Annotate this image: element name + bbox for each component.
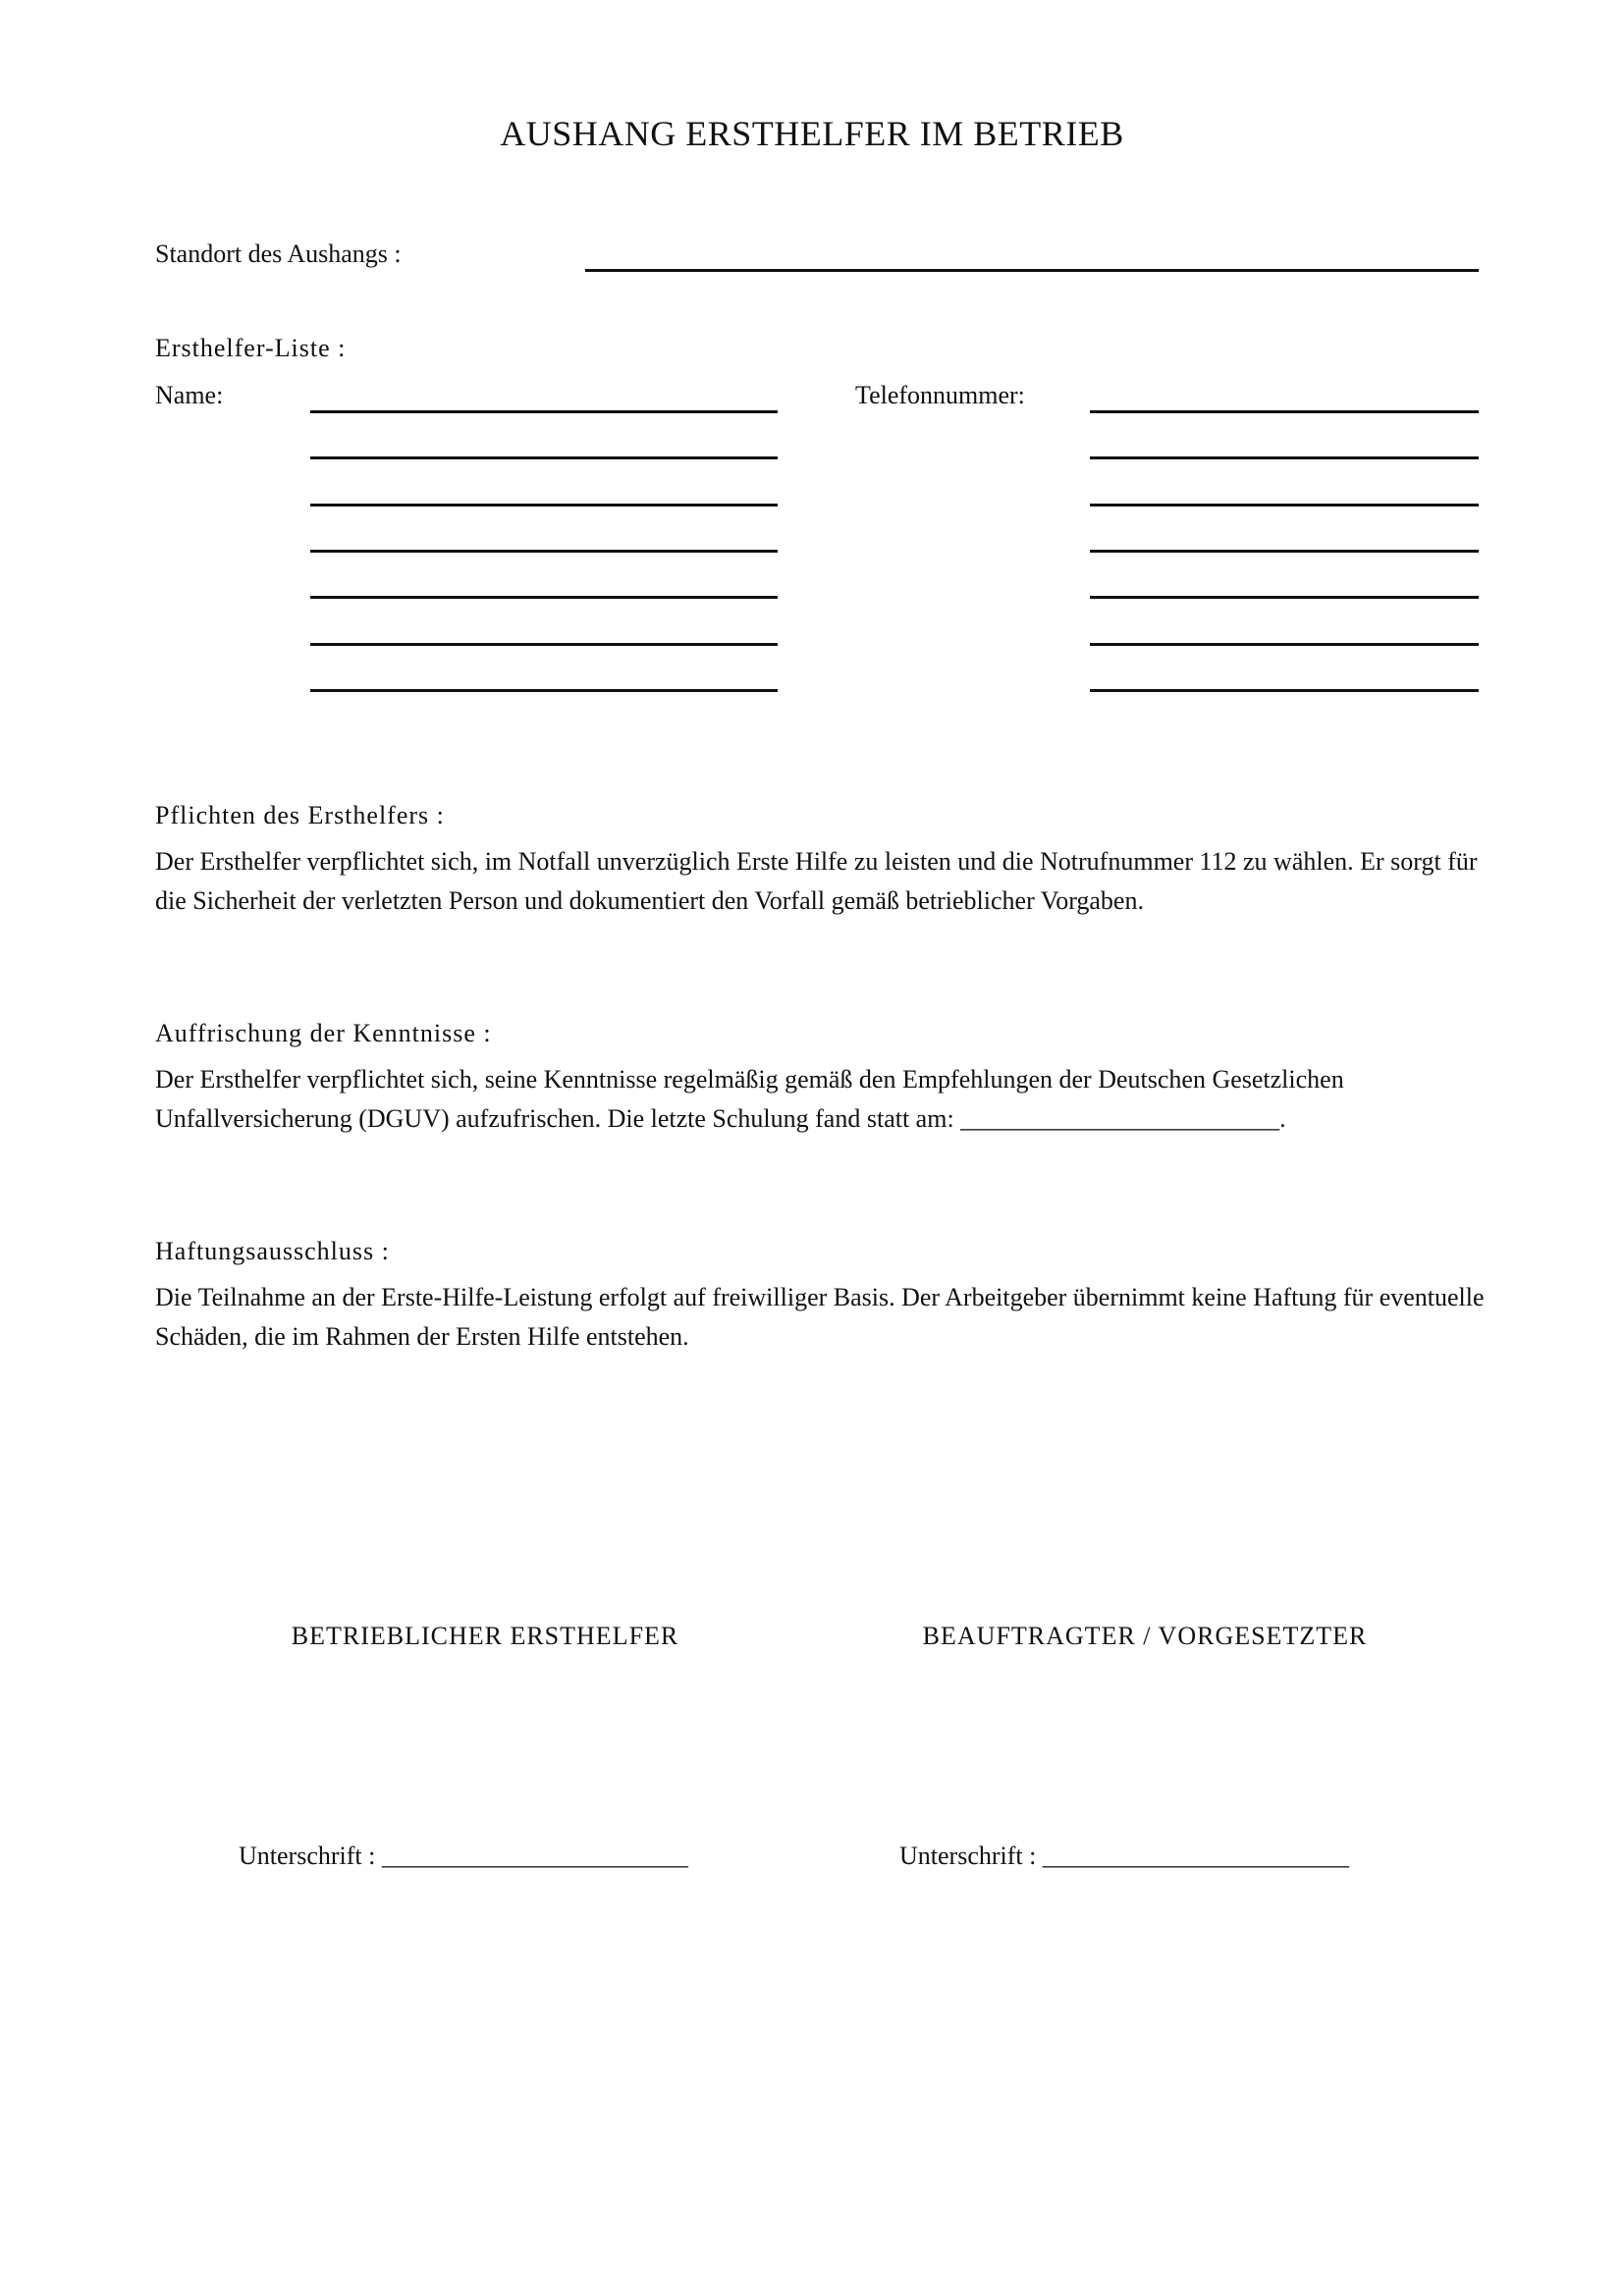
duties-heading: Pflichten des Ersthelfers :	[155, 801, 445, 829]
phone-field[interactable]	[1090, 643, 1479, 646]
name-field[interactable]	[310, 596, 778, 599]
location-field[interactable]	[585, 269, 1479, 272]
duties-text: Der Ersthelfer verpflichtet sich, im Notfall unverzüglich Erste Hilfe zu leisten und die Notrufnummer 112 zu wählen. Er sorgt für die Sicherheit der verletzten Person und dokumentiert den Vorfall gemäß betrieblicher Vorgaben.	[155, 847, 1478, 915]
phone-field[interactable]	[1090, 504, 1479, 507]
refresh-text: Der Ersthelfer verpflichtet sich, seine Kenntnisse regelmäßig gemäß den Empfehlungen der Deutschen Gesetzlichen Unfallversicherung (DGUV) aufzufrischen. Die letzte Schulung fand statt am: _________________________.	[155, 1065, 1344, 1133]
location-label: Standort des Aushangs :	[155, 240, 402, 268]
name-field[interactable]	[310, 410, 778, 413]
liability-heading: Haftungsausschluss :	[155, 1237, 390, 1265]
name-field[interactable]	[310, 643, 778, 646]
signature-left-heading: BETRIEBLICHER ERSTHELFER	[291, 1622, 679, 1650]
signature-left-field[interactable]: Unterschrift : ________________________	[239, 1842, 688, 1870]
name-label: Name:	[155, 381, 224, 409]
name-field[interactable]	[310, 504, 778, 507]
phone-field[interactable]	[1090, 550, 1479, 553]
phone-label: Telefonnummer:	[855, 381, 1025, 409]
name-field[interactable]	[310, 550, 778, 553]
page-title: AUSHANG ERSTHELFER IM BETRIEB	[500, 114, 1124, 153]
refresh-heading: Auffrischung der Kenntnisse :	[155, 1019, 492, 1047]
phone-field[interactable]	[1090, 410, 1479, 413]
phone-field[interactable]	[1090, 596, 1479, 599]
phone-field[interactable]	[1090, 689, 1479, 692]
signature-right-field[interactable]: Unterschrift : ________________________	[899, 1842, 1349, 1870]
phone-field[interactable]	[1090, 456, 1479, 459]
name-field[interactable]	[310, 456, 778, 459]
first-aider-list-label: Ersthelfer-Liste :	[155, 334, 347, 362]
liability-text: Die Teilnahme an der Erste-Hilfe-Leistung erfolgt auf freiwilliger Basis. Der Arbeitgeber übernimmt keine Haftung für eventuelle Schäden, die im Rahmen der Ersten Hilfe entstehen.	[155, 1283, 1485, 1351]
name-field[interactable]	[310, 689, 778, 692]
signature-right-heading: BEAUFTRAGTER / VORGESETZTER	[922, 1622, 1368, 1650]
